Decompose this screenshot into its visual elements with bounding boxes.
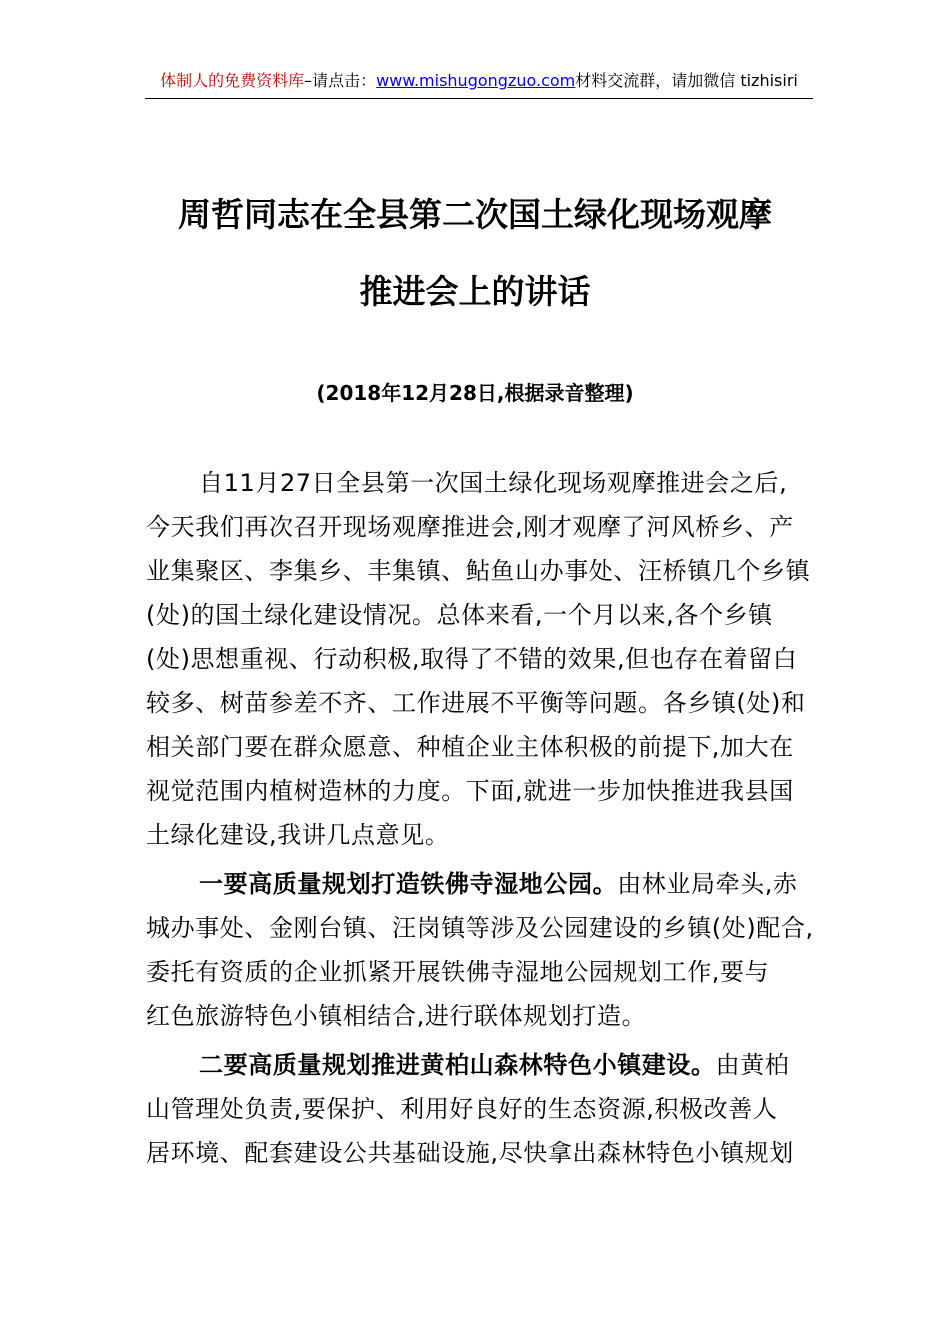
paragraph-1-line: 相关部门要在群众愿意、种植企业主体积极的前提下,加大在	[146, 733, 794, 761]
paragraph-2-first-line	[199, 866, 798, 902]
paragraph-1-line: (处)思想重视、行动积极,取得了不错的效果,但也存在着留白	[146, 645, 798, 673]
paragraph-2-first-text: 由林业局牵头,赤	[617, 870, 798, 898]
header-url-link[interactable]: www.mishugongzuo.com	[376, 71, 576, 90]
paragraph-2-heading: 一要高质量规划打造铁佛寺湿地公园。	[199, 870, 618, 898]
paragraph-1-line: 视觉范围内植树造林的力度。下面,就进一步加快推进我县国	[146, 777, 794, 805]
paragraph-3-line: 山管理处负责,要保护、利用好良好的生态资源,积极改善人	[146, 1095, 778, 1123]
paragraph-1-line: (处)的国土绿化建设情况。总体来看,一个月以来,各个乡镇	[146, 601, 773, 629]
paragraph-2-line: 红色旅游特色小镇相结合,进行联体规划打造。	[146, 1002, 647, 1030]
paragraph-1-line: 自11月27日全县第一次国土绿化现场观摩推进会之后,	[199, 469, 788, 497]
page-header	[145, 64, 813, 99]
paragraph-1-line: 较多、树苗参差不齐、工作进展不平衡等问题。各乡镇(处)和	[146, 689, 806, 717]
header-brand: 体制人的免费资料库	[160, 71, 305, 90]
header-tail: 材料交流群，请加微信 tizhisiri	[575, 71, 798, 90]
paragraph-3-heading: 二要高质量规划推进黄柏山森林特色小镇建设。	[199, 1051, 716, 1079]
paragraph-1-line: 今天我们再次召开现场观摩推进会,刚才观摩了河风桥乡、产	[146, 513, 794, 541]
document-title-line-2: 推进会上的讲话	[359, 272, 591, 311]
paragraph-1-line: 业集聚区、李集乡、丰集镇、鲇鱼山办事处、汪桥镇几个乡镇	[146, 557, 811, 585]
document-subtitle: (2018年12月28日,根据录音整理)	[316, 381, 634, 405]
paragraph-2-line: 城办事处、金刚台镇、汪岗镇等涉及公园建设的乡镇(处)配合,	[146, 914, 814, 942]
paragraph-3-line: 居环境、配套建设公共基础设施,尽快拿出森林特色小镇规划	[146, 1139, 794, 1167]
paragraph-3-first-line	[199, 1047, 789, 1083]
header-separator: –请点击：	[304, 71, 377, 90]
paragraph-2-line: 委托有资质的企业抓紧开展铁佛寺湿地公园规划工作,要与	[146, 958, 770, 986]
paragraph-3-first-text: 由黄柏	[715, 1051, 790, 1079]
document-title-line-1: 周哲同志在全县第二次国土绿化现场观摩	[178, 195, 772, 234]
paragraph-1-line: 土绿化建设,我讲几点意见。	[146, 821, 450, 849]
